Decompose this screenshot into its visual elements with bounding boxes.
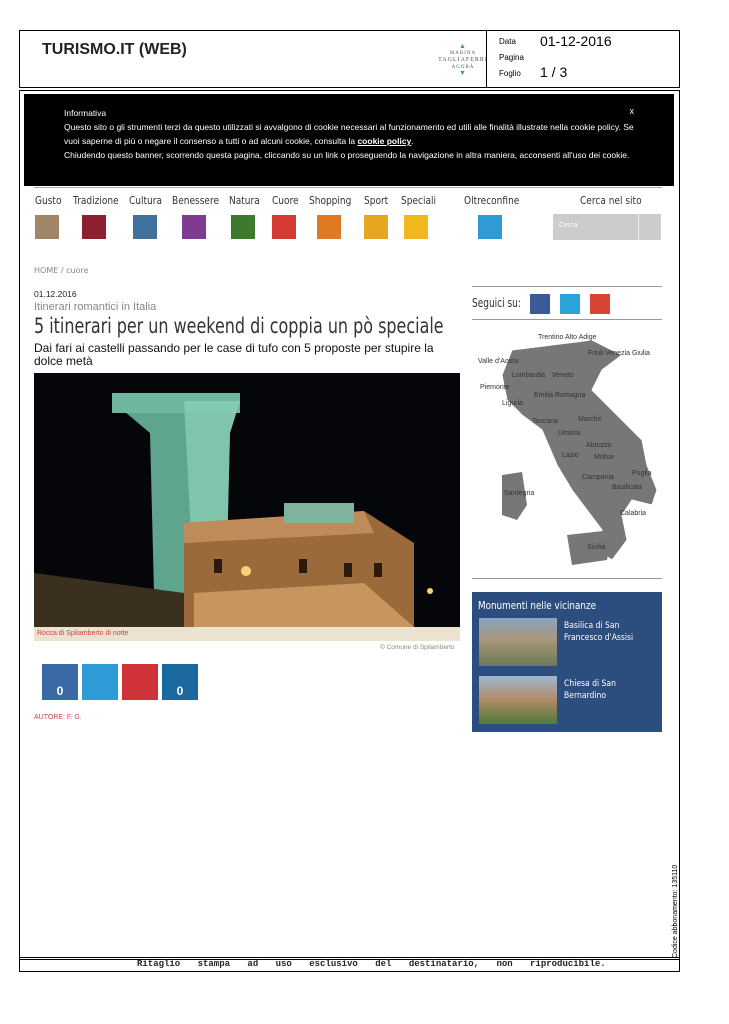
nav-shopping[interactable]: Shopping [309, 194, 352, 207]
facebook-share-button[interactable]: 0 [42, 664, 78, 700]
search-button[interactable] [638, 214, 661, 240]
nav-sport[interactable]: Sport [364, 194, 389, 207]
region-abruzzo[interactable]: Abruzzo [586, 442, 612, 449]
nav-oltreconfine[interactable]: Oltreconfine [464, 194, 520, 207]
breadcrumb [34, 266, 88, 275]
cookie-close-button[interactable]: x [629, 106, 634, 116]
monumenti-box [472, 592, 662, 732]
googleplus-icon[interactable] [590, 294, 610, 314]
nav-speciali[interactable]: Speciali [401, 194, 437, 207]
cookie-heading: Informativa [64, 108, 107, 118]
cookie-banner [24, 94, 674, 186]
article-photo [34, 373, 460, 627]
sidebar-divider-3 [472, 578, 662, 579]
data-value: 01-12-2016 [540, 33, 612, 49]
cookie-text-2: Chiudendo questo banner, scorrendo questa pagina, cliccando su un link o proseguendo la navigazione in altra maniera, acconsenti all'uso dei cookie. [64, 150, 630, 160]
region-liguria[interactable]: Liguria [502, 400, 524, 407]
article-date: 01.12.2016 [34, 289, 77, 299]
linkedin-share-button[interactable]: 0 [162, 664, 198, 700]
cookie-text: Questo sito o gli strumenti terzi da questo utilizzati si avvalgono di cookie necessari al funzionamento ed utili alle finalità illustrate nella cookie policy. Se vuoi saperne di più o negare il consenso a tutti o ad alcuni cookie, consulta la cookie policy. [64, 122, 634, 146]
nav-tradizione[interactable]: Tradizione [73, 194, 119, 207]
monumento-thumb-2[interactable] [479, 676, 557, 724]
photo-caption: Rocca di Spilamberto di notte [34, 627, 460, 641]
region-friuli[interactable]: Friuli Venezia Giulia [588, 350, 650, 357]
region-emilia-romagna[interactable]: Emilia Romagna [534, 392, 586, 399]
twitter-share-button[interactable] [82, 664, 118, 700]
sport-icon[interactable] [364, 215, 388, 239]
search-title: Cerca nel sito [580, 194, 642, 207]
region-campania[interactable]: Campania [582, 474, 614, 481]
nav-benessere[interactable]: Benessere [172, 194, 220, 207]
article-kicker: Itinerari romantici in Italia [34, 301, 157, 313]
region-trentino[interactable]: Trentino Alto Adige [538, 334, 597, 341]
follow-us-label: Seguici su: [472, 296, 521, 310]
region-calabria[interactable]: Calabria [620, 510, 647, 517]
article-subtitle: Dai fari ai castelli passando per le case di tufo con 5 proposte per stupire la dolce metà [34, 341, 434, 368]
nav-divider [34, 187, 662, 188]
natura-icon[interactable] [231, 215, 255, 239]
region-valle-daosta[interactable]: Valle d'Aosta [478, 358, 519, 365]
nav-natura[interactable]: Natura [229, 194, 260, 207]
region-basilicata[interactable]: Basilicata [612, 484, 642, 491]
breadcrumb-section[interactable]: / cuore [60, 266, 89, 275]
tradizione-icon[interactable] [82, 215, 106, 239]
italy-regions-map[interactable] [472, 330, 662, 578]
speciali-icon[interactable] [404, 215, 428, 239]
breadcrumb-home[interactable]: HOME [34, 266, 59, 275]
facebook-icon[interactable] [530, 294, 550, 314]
region-toscana[interactable]: Toscana [532, 418, 559, 425]
cookie-policy-link[interactable]: cookie policy [357, 136, 412, 146]
region-sicilia[interactable]: Sicilia [587, 544, 606, 551]
publication-title: TURISMO.IT (WEB) [42, 41, 187, 58]
region-veneto[interactable]: Veneto [552, 372, 574, 379]
cultura-icon[interactable] [133, 215, 157, 239]
googleplus-share-button[interactable] [122, 664, 158, 700]
subscription-code: Codice abbonamento: 135110 [672, 864, 679, 958]
benessere-icon[interactable] [182, 215, 206, 239]
region-puglia[interactable]: Puglia [632, 470, 652, 477]
clipping-meta [486, 31, 680, 87]
monumento-name-2[interactable]: Chiesa di San Bernardino [564, 679, 616, 701]
region-marche[interactable]: Marche [578, 416, 602, 423]
photo-credit: © Comune di Spilamberto [380, 644, 455, 651]
oltreconfine-icon[interactable] [478, 215, 502, 239]
search-input[interactable]: Cerca [553, 214, 661, 240]
agency-logo: ▲ MARINA TAGLIAFERRI AGORÀ ▼ [438, 42, 488, 77]
region-piemonte[interactable]: Piemonte [480, 384, 510, 391]
article-title: 5 itinerari per un weekend di coppia un pò speciale [34, 314, 444, 338]
monumento-name-1[interactable]: Basilica di San Francesco d'Assisi [564, 621, 634, 643]
cuore-icon[interactable] [272, 215, 296, 239]
clipping-footer: Ritaglio stampa ad uso esclusivo del destinatario, non riproducibile. [19, 957, 680, 972]
clipping-header [19, 30, 680, 88]
monumenti-title: Monumenti nelle vicinanze [478, 599, 596, 612]
shopping-icon[interactable] [317, 215, 341, 239]
region-lombardia[interactable]: Lombardia [512, 372, 546, 379]
foglio-value: 1 / 3 [540, 64, 568, 80]
region-molise[interactable]: Molise [594, 454, 615, 461]
sidebar-divider-2 [472, 319, 662, 320]
nav-gusto[interactable]: Gusto [35, 194, 62, 207]
region-umbria[interactable]: Umbria [558, 430, 581, 437]
gusto-icon[interactable] [35, 215, 59, 239]
sidebar-divider [472, 286, 662, 287]
region-lazio[interactable]: Lazio [562, 452, 579, 459]
monumento-thumb-1[interactable] [479, 618, 557, 666]
nav-cuore[interactable]: Cuore [272, 194, 299, 207]
article-author: AUTORE: F. G. [34, 714, 82, 721]
foglio-label: Foglio [499, 69, 521, 78]
region-sardegna[interactable]: Sardegna [504, 490, 535, 497]
pagina-label: Pagina [499, 53, 524, 62]
twitter-icon[interactable] [560, 294, 580, 314]
nav-cultura[interactable]: Cultura [129, 194, 163, 207]
data-label: Data [499, 37, 516, 46]
